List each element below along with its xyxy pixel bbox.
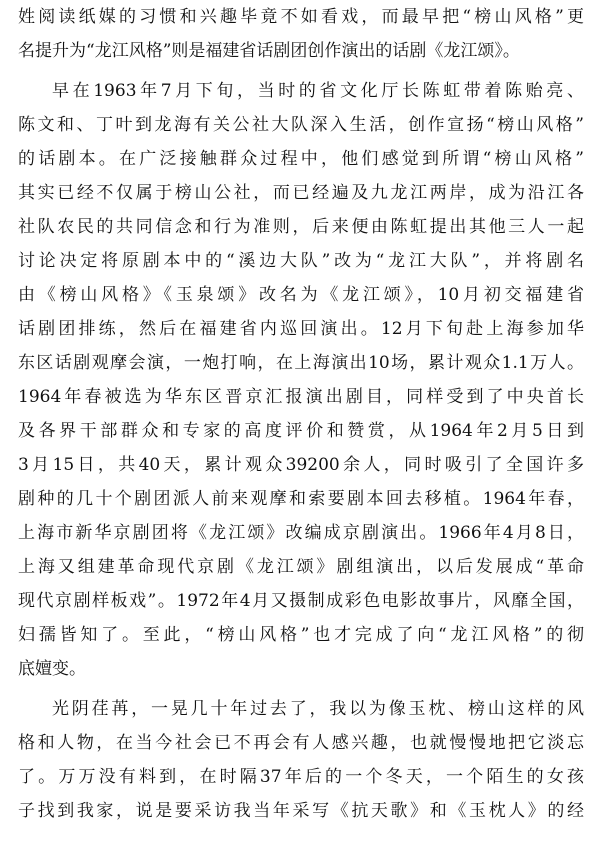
text-line-17: 上海又组建革命现代京剧《龙江颂》剧组演出，以后发展成“革命 — [18, 557, 584, 577]
text-line-13: 及各界干部群众和专家的高度评价和赞赏，从1964年2月5日到 — [18, 421, 584, 441]
text-line-11: 东区话剧观摩会演，一炮打响，在上海演出10场，累计观众1.1万人。 — [18, 353, 584, 373]
text-line-5: 的话剧本。在广泛接触群众过程中，他们感觉到所谓“榜山风格” — [18, 149, 584, 169]
text-line-15: 剧种的几十个剧团派人前来观摩和索要剧本回去移植。1964年春， — [18, 489, 584, 509]
text-line-24: 子找到我家，说是要采访我当年采写《抗天歌》和《玉枕人》的经 — [18, 801, 584, 821]
text-line-6: 其实已经不仅属于榜山公社，而已经遍及九龙江两岸，成为沿江各 — [18, 183, 584, 203]
text-line-2: 名提升为“龙江风格”则是福建省话剧团创作演出的话剧《龙江颂》。 — [18, 41, 520, 61]
text-line-10: 话剧团排练，然后在福建省内巡回演出。12月下旬赴上海参加华 — [18, 319, 584, 339]
text-line-14: 3月15日，共40天，累计观众39200余人，同时吸引了全国许多 — [18, 455, 584, 475]
text-line-23: 了。万万没有料到，在时隔37年后的一个冬天，一个陌生的女孩 — [18, 767, 584, 787]
text-line-8: 讨论决定将原剧本中的“溪边大队”改为“龙江大队”，并将剧名 — [18, 251, 584, 271]
text-line-1: 姓阅读纸媒的习惯和兴趣毕竟不如看戏，而最早把“榜山风格”更 — [18, 7, 584, 27]
text-line-7: 社队农民的共同信念和行为准则，后来便由陈虹提出其他三人一起 — [18, 217, 584, 237]
text-line-9: 由《榜山风格》《玉泉颂》改名为《龙江颂》，10月初交福建省 — [18, 285, 584, 305]
text-line-19: 妇孺皆知了。至此，“榜山风格”也才完成了向“龙江风格”的彻 — [18, 625, 584, 645]
text-line-18: 现代京剧样板戏”。1972年4月又摄制成彩色电影故事片，风靡全国， — [18, 591, 584, 611]
text-line-12: 1964年春被选为华东区晋京汇报演出剧目，同样受到了中央首长 — [18, 387, 584, 407]
document-page — [18, 0, 584, 850]
text-line-3: 早在1963年7月下旬，当时的省文化厅长陈虹带着陈贻亮、 — [52, 81, 584, 101]
text-line-20: 底嬗变。 — [18, 659, 86, 679]
text-line-22: 格和人物，在当今社会已不再会有人感兴趣，也就慢慢地把它淡忘 — [18, 733, 584, 753]
text-line-4: 陈文和、丁叶到龙海有关公社大队深入生活，创作宣扬“榜山风格” — [18, 115, 584, 135]
text-line-16: 上海市新华京剧团将《龙江颂》改编成京剧演出。1966年4月8日， — [18, 523, 584, 543]
text-line-21: 光阴荏苒，一晃几十年过去了，我以为像玉枕、榜山这样的风 — [52, 699, 584, 719]
